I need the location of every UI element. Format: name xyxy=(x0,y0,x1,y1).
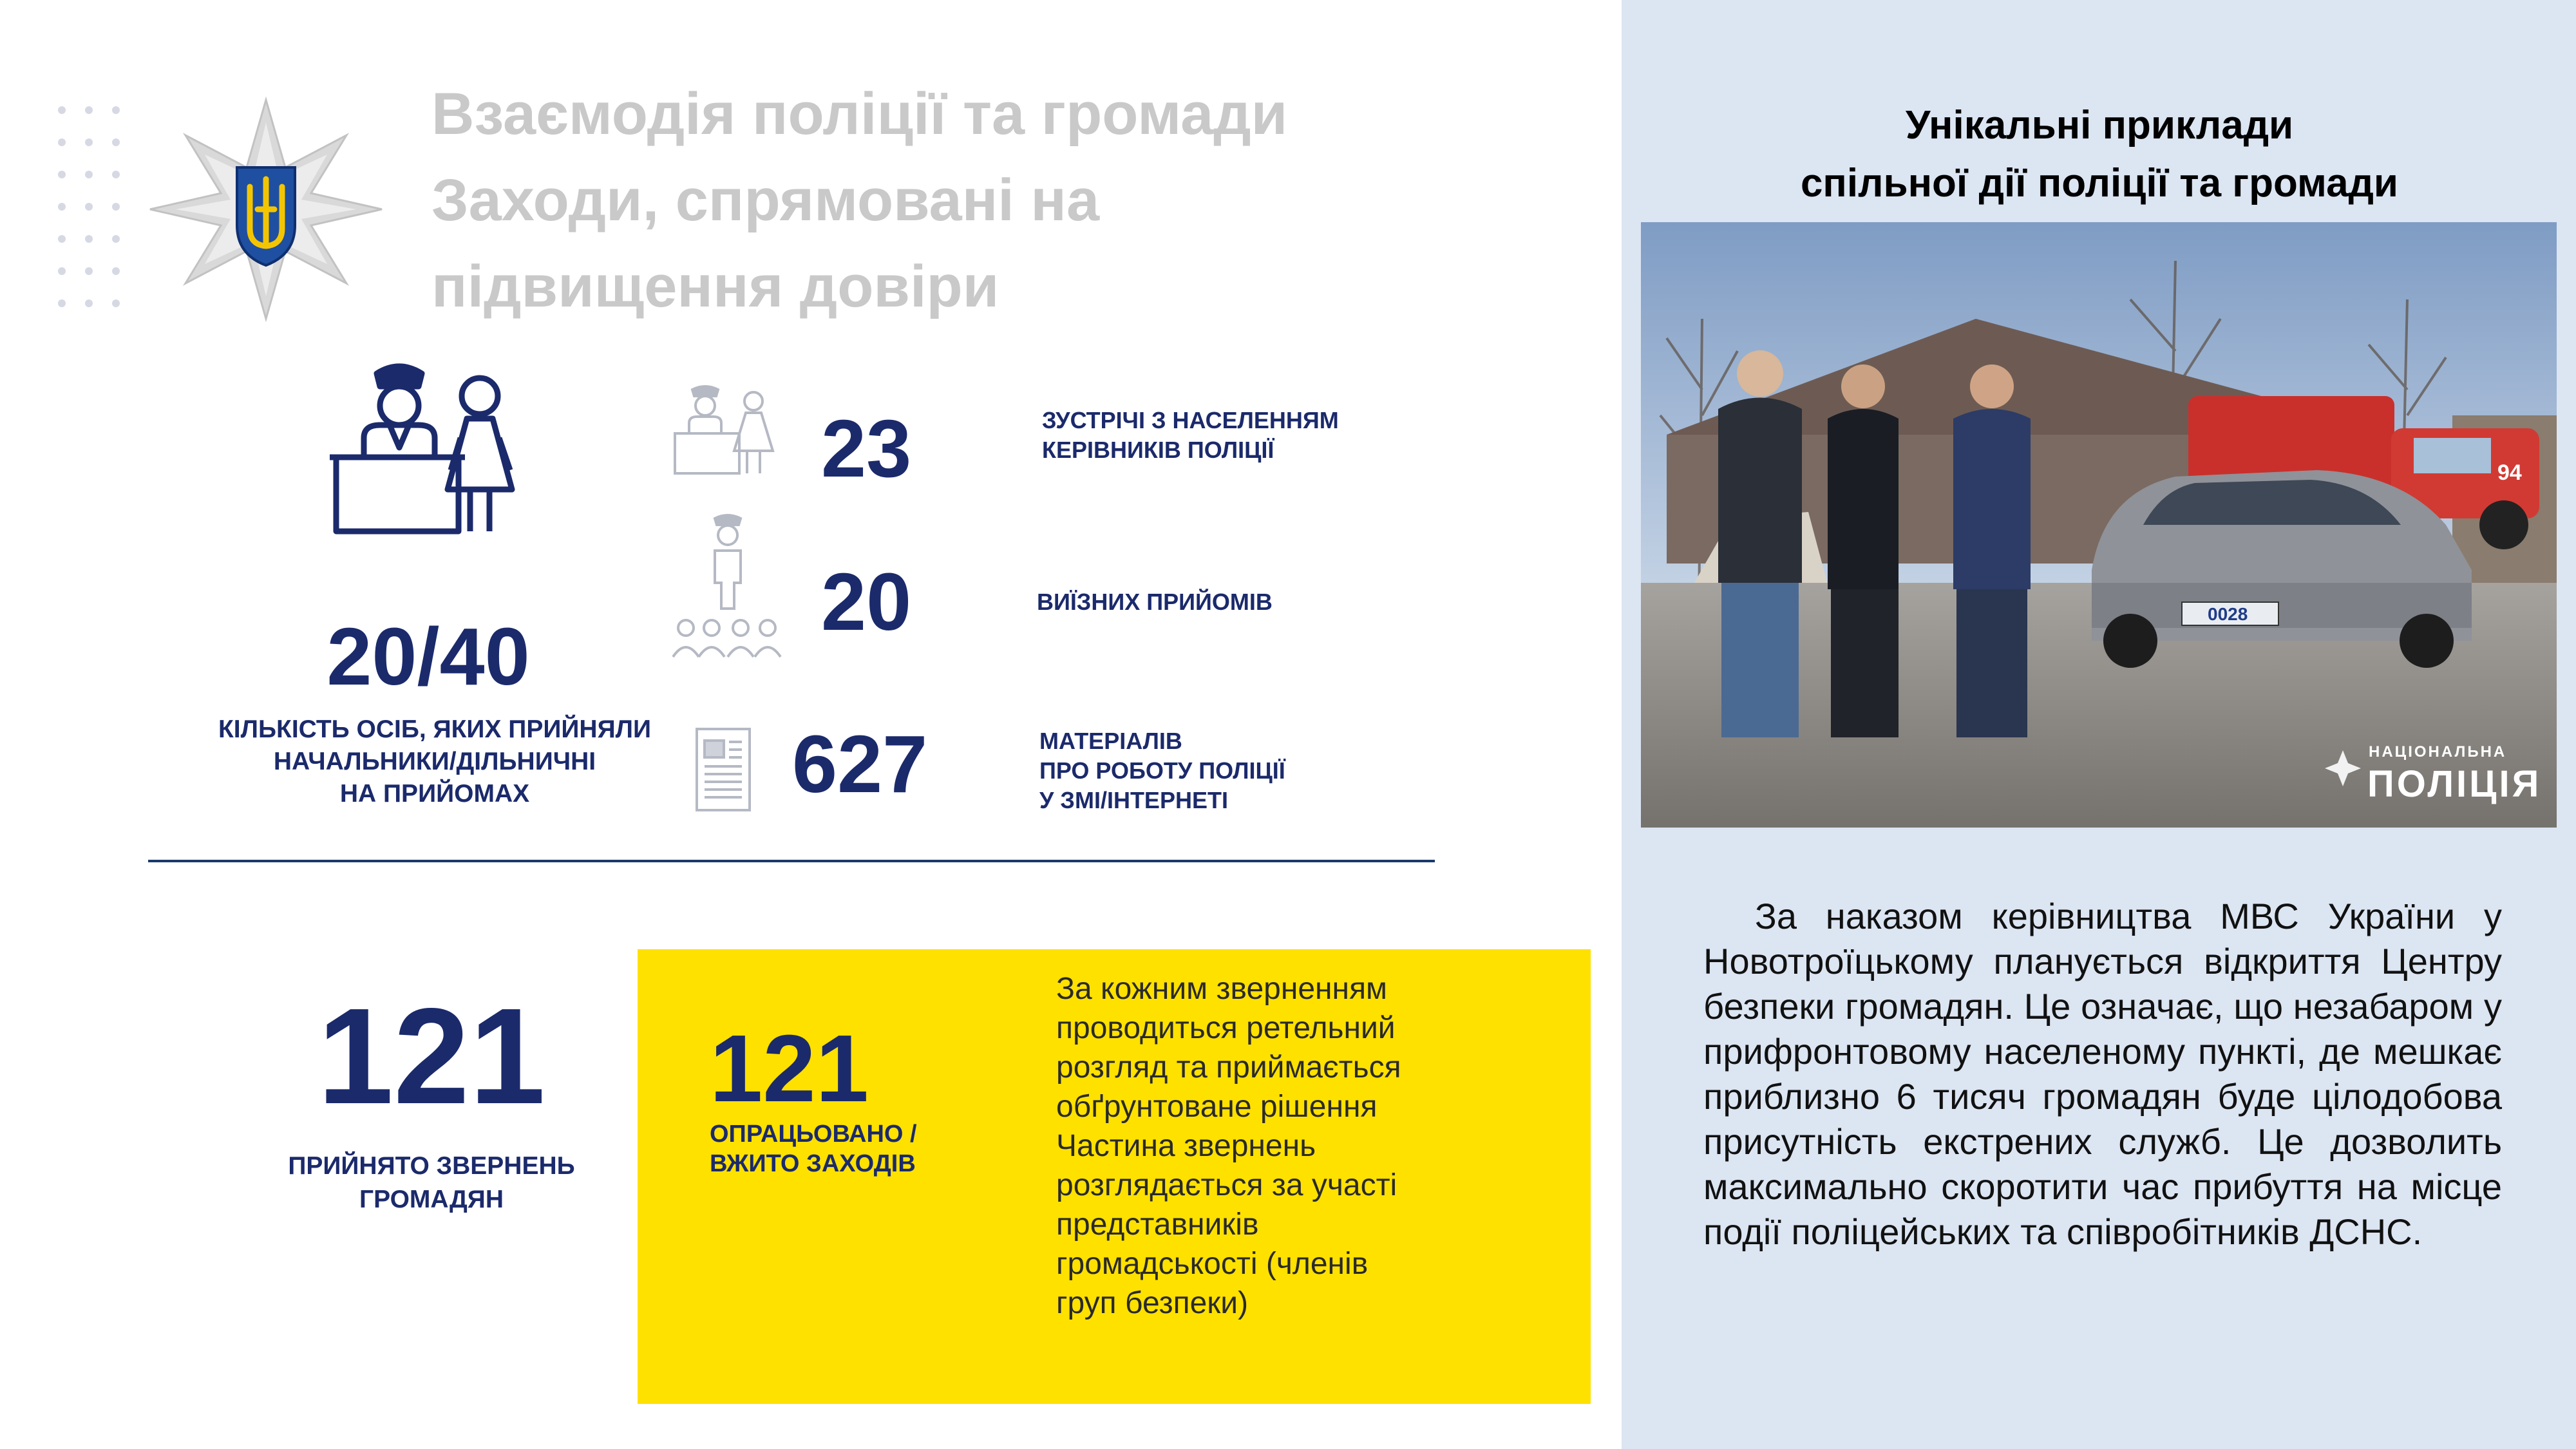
reception-desk-icon xyxy=(670,383,779,480)
label-line: ВИЇЗНИХ ПРИЙОМІВ xyxy=(1037,589,1273,615)
sidebar-title-line: спільної дії поліції та громади xyxy=(1800,161,2399,205)
car-plate: 0028 xyxy=(2208,604,2248,624)
truck-number: 94 xyxy=(2497,460,2522,485)
processed-description xyxy=(1056,969,1468,1323)
processed-value: 121 xyxy=(710,1016,869,1122)
badge-small-text: НАЦІОНАЛЬНА xyxy=(2369,743,2507,761)
caption-line: ГРОМАДЯН xyxy=(359,1186,504,1213)
label-line: У ЗМІ/ІНТЕРНЕТІ xyxy=(1039,787,1228,813)
police-star-logo-icon xyxy=(147,97,385,322)
description-line: громадськості (членів xyxy=(1056,1247,1368,1281)
reception-count-caption xyxy=(193,714,676,810)
caption-line: НА ПРИЙОМАХ xyxy=(339,780,530,808)
example-photo xyxy=(1641,222,2557,828)
processed-caption xyxy=(710,1119,1006,1179)
title-line: Заходи, спрямовані на xyxy=(431,167,1100,233)
description-line: представників xyxy=(1056,1208,1259,1242)
section-divider xyxy=(148,860,1435,862)
caption-line: КІЛЬКІСТЬ ОСІБ, ЯКИХ ПРИЙНЯЛИ xyxy=(218,715,651,743)
description-line: проводиться ретельний xyxy=(1056,1011,1396,1045)
label-line: ЗУСТРІЧІ З НАСЕЛЕННЯМ xyxy=(1042,407,1339,433)
meetings-label xyxy=(1042,406,1428,465)
description-line: обґрунтоване рішення xyxy=(1056,1090,1378,1124)
description-line: За кожним зверненням xyxy=(1056,972,1388,1006)
street-scene-illustration xyxy=(1641,222,2557,828)
field-receptions-value: 20 xyxy=(821,556,912,647)
reception-count-value: 20/40 xyxy=(327,611,530,702)
sidebar-title-line: Унікальні приклади xyxy=(1905,103,2294,147)
appeals-caption xyxy=(238,1150,625,1217)
media-materials-label xyxy=(1039,726,1426,815)
caption-line: НАЧАЛЬНИКИ/ДІЛЬНИЧНІ xyxy=(273,748,596,775)
appeals-value: 121 xyxy=(317,980,545,1132)
sidebar-body-text: За наказом керівництва МВС України у Новотроїцькому планується відкриття Центру безпеки громадян. Це означає, що незабаром у прифронтовому населеному пункті, де мешкає приблизно 6 тисяч громадян буде цілодобова присутність екстрених служб. Це дозволить максимально скоротити час прибуття на місце події поліцейських та співробітників ДСНС. xyxy=(1703,896,2502,1252)
caption-line: ВЖИТО ЗАХОДІВ xyxy=(710,1150,916,1177)
label-line: КЕРІВНИКІВ ПОЛІЦІЇ xyxy=(1042,437,1274,463)
description-line: Частина звернень xyxy=(1056,1129,1316,1163)
badge-big-text: ПОЛІЦІЯ xyxy=(2367,763,2542,805)
label-line: ПРО РОБОТУ ПОЛІЦІЇ xyxy=(1039,757,1285,784)
dot-grid-decoration xyxy=(58,106,129,306)
title-line: підвищення довіри xyxy=(431,254,999,319)
field-receptions-label xyxy=(1037,587,1423,617)
reception-desk-icon xyxy=(328,361,535,547)
description-line: груп безпеки) xyxy=(1056,1286,1249,1320)
newspaper-icon xyxy=(694,726,752,813)
description-line: розглядається за участі xyxy=(1056,1168,1397,1202)
sidebar-title xyxy=(1649,97,2550,213)
title-line: Взаємодія поліції та громади xyxy=(431,81,1288,147)
description-line: розгляд та приймається xyxy=(1056,1050,1401,1084)
page-title xyxy=(431,71,1397,330)
media-materials-value: 627 xyxy=(792,719,928,810)
caption-line: ПРИЙНЯТО ЗВЕРНЕНЬ xyxy=(288,1152,575,1180)
officer-with-people-icon xyxy=(670,512,792,667)
caption-line: ОПРАЦЬОВАНО / xyxy=(710,1121,917,1148)
meetings-value: 23 xyxy=(821,403,912,494)
label-line: МАТЕРІАЛІВ xyxy=(1039,728,1182,754)
